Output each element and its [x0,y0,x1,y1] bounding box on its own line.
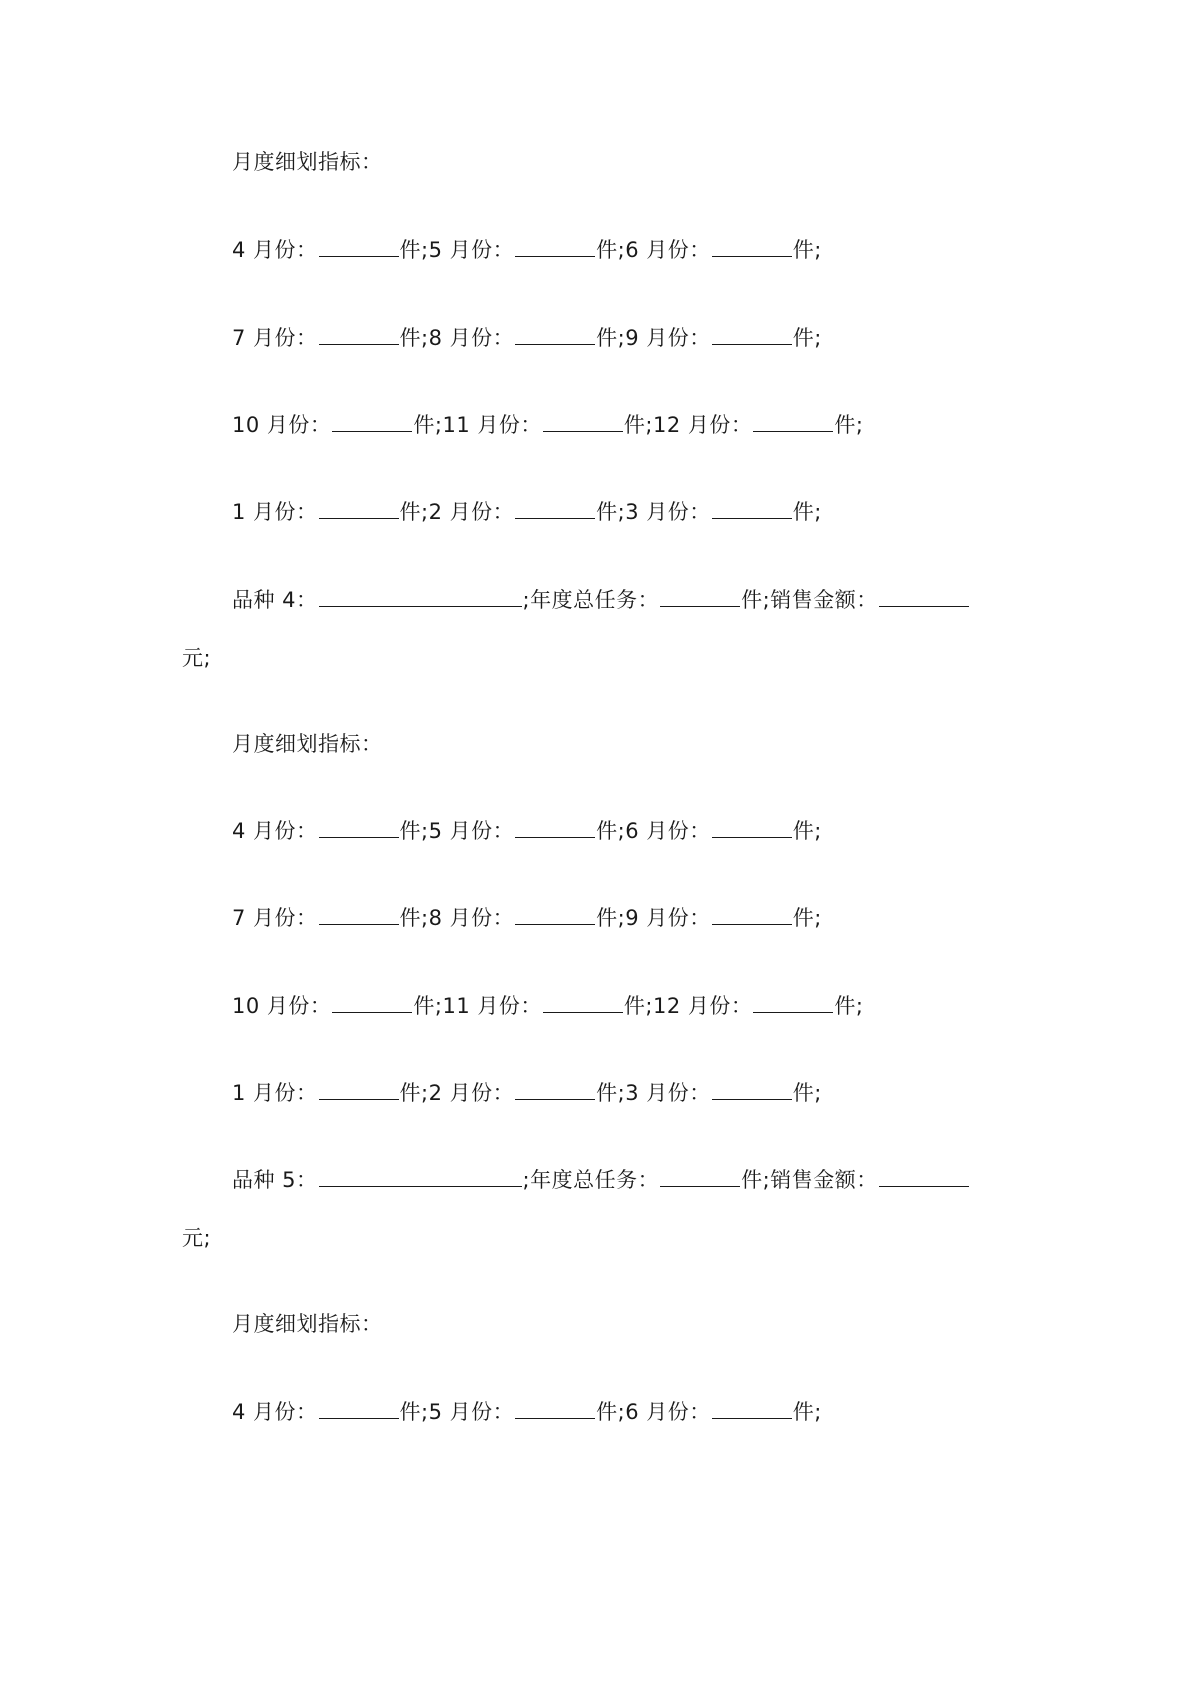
month-label: 3 月份： [625,500,711,524]
month-label: 12 月份： [652,994,753,1018]
variety-line-continuation [182,643,211,673]
variety-label: 品种 4： [232,588,318,612]
unit-label: 件; [399,500,429,524]
variety-line [232,585,970,615]
month-label: 5 月份： [428,819,515,843]
annual-task-label: ;年度总任务： [522,1168,660,1192]
month-quantity-blank[interactable] [712,1079,792,1100]
month-row [232,410,863,440]
unit-label: 件; [596,1400,626,1424]
month-label: 11 月份： [442,994,542,1018]
heading-text: 月度细划指标： [232,1312,383,1336]
month-label: 1 月份： [232,1081,318,1105]
month-quantity-blank[interactable] [319,236,399,257]
month-quantity-blank[interactable] [515,904,595,925]
month-row [232,497,822,527]
unit-label: 件; [792,238,822,262]
month-quantity-blank[interactable] [712,324,792,345]
month-label: 12 月份： [652,413,753,437]
sales-amount-unit: 元; [182,646,212,670]
month-quantity-blank[interactable] [515,1079,595,1100]
month-quantity-blank[interactable] [515,324,595,345]
section-heading [232,1309,383,1339]
month-label: 1 月份： [232,500,318,524]
unit-label: 件; [834,994,864,1018]
sales-amount-blank[interactable] [879,1166,969,1187]
variety-line-continuation [182,1223,211,1253]
month-quantity-blank[interactable] [515,1398,595,1419]
month-row [232,1397,822,1427]
month-quantity-blank[interactable] [543,992,623,1013]
annual-task-unit: 件; [741,1168,771,1192]
unit-label: 件; [792,1400,822,1424]
month-label: 4 月份： [232,819,318,843]
month-label: 7 月份： [232,326,318,350]
sales-amount-unit: 元; [182,1226,212,1250]
month-label: 5 月份： [428,1400,515,1424]
month-label: 11 月份： [442,413,542,437]
month-quantity-blank[interactable] [319,817,399,838]
sales-amount-blank[interactable] [879,586,969,607]
month-quantity-blank[interactable] [332,992,412,1013]
unit-label: 件; [792,819,822,843]
unit-label: 件; [596,1081,626,1105]
month-quantity-blank[interactable] [712,817,792,838]
variety-name-blank[interactable] [319,1166,522,1187]
month-row [232,903,822,933]
unit-label: 件; [596,906,626,930]
month-quantity-blank[interactable] [712,236,792,257]
unit-label: 件; [834,413,864,437]
month-row [232,816,822,846]
month-quantity-blank[interactable] [319,498,399,519]
month-label: 6 月份： [625,238,711,262]
section-heading [232,729,383,759]
month-label: 10 月份： [232,413,332,437]
unit-label: 件; [792,500,822,524]
unit-label: 件; [792,326,822,350]
month-label: 8 月份： [428,326,515,350]
unit-label: 件; [623,994,653,1018]
heading-text: 月度细划指标： [232,732,383,756]
month-label: 3 月份： [625,1081,711,1105]
annual-task-blank[interactable] [660,586,740,607]
month-label: 2 月份： [428,1081,515,1105]
month-row [232,1078,822,1108]
unit-label: 件; [399,238,429,262]
month-quantity-blank[interactable] [319,324,399,345]
annual-task-blank[interactable] [660,1166,740,1187]
unit-label: 件; [413,413,443,437]
month-quantity-blank[interactable] [515,236,595,257]
unit-label: 件; [399,819,429,843]
month-quantity-blank[interactable] [515,817,595,838]
month-label: 6 月份： [625,819,711,843]
unit-label: 件; [399,906,429,930]
unit-label: 件; [399,1081,429,1105]
variety-line [232,1165,970,1195]
month-label: 7 月份： [232,906,318,930]
month-label: 8 月份： [428,906,515,930]
annual-task-label: ;年度总任务： [522,588,660,612]
sales-amount-label: 销售金额： [770,1168,878,1192]
month-row [232,323,822,353]
month-quantity-blank[interactable] [712,1398,792,1419]
variety-label: 品种 5： [232,1168,318,1192]
month-label: 4 月份： [232,238,318,262]
unit-label: 件; [596,238,626,262]
month-row [232,235,822,265]
unit-label: 件; [596,819,626,843]
unit-label: 件; [623,413,653,437]
unit-label: 件; [413,994,443,1018]
month-label: 2 月份： [428,500,515,524]
month-quantity-blank[interactable] [332,411,412,432]
month-label: 4 月份： [232,1400,318,1424]
month-quantity-blank[interactable] [712,498,792,519]
month-label: 5 月份： [428,238,515,262]
unit-label: 件; [792,1081,822,1105]
month-quantity-blank[interactable] [712,904,792,925]
month-label: 10 月份： [232,994,332,1018]
month-label: 9 月份： [625,906,711,930]
month-quantity-blank[interactable] [753,992,833,1013]
unit-label: 件; [596,500,626,524]
month-quantity-blank[interactable] [319,1079,399,1100]
sales-amount-label: 销售金额： [770,588,878,612]
section-heading [232,147,383,177]
unit-label: 件; [792,906,822,930]
month-quantity-blank[interactable] [753,411,833,432]
unit-label: 件; [596,326,626,350]
annual-task-unit: 件; [741,588,771,612]
unit-label: 件; [399,326,429,350]
month-quantity-blank[interactable] [319,904,399,925]
month-label: 9 月份： [625,326,711,350]
variety-name-blank[interactable] [319,586,522,607]
unit-label: 件; [399,1400,429,1424]
month-quantity-blank[interactable] [319,1398,399,1419]
month-label: 6 月份： [625,1400,711,1424]
month-row [232,991,863,1021]
month-quantity-blank[interactable] [515,498,595,519]
heading-text: 月度细划指标： [232,150,383,174]
month-quantity-blank[interactable] [543,411,623,432]
